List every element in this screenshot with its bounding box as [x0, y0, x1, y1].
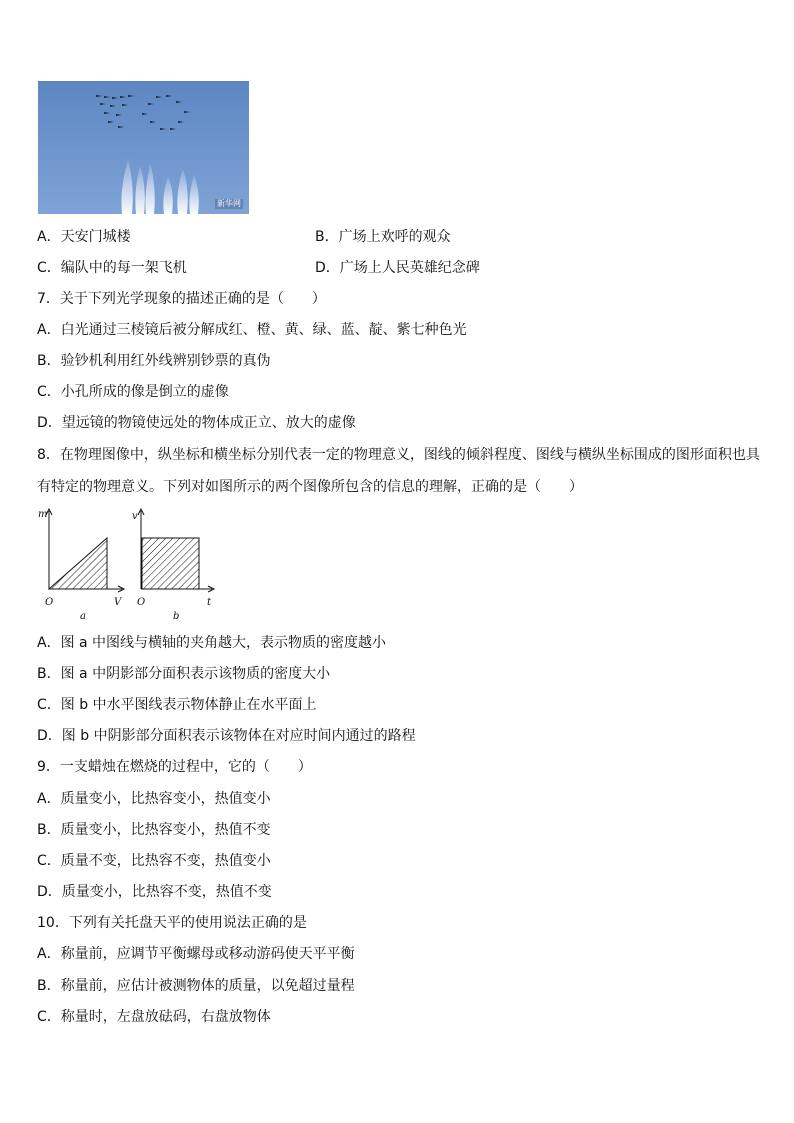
graph-a: [38, 509, 124, 622]
graph-a-caption: a: [80, 611, 86, 622]
q7-option-b: B．验钞机利用红外线辨别钞票的真伪: [37, 353, 271, 369]
q10-option-b: B．称量前，应估计被测物体的质量，以免超过量程: [37, 978, 355, 994]
aircraft-formation-image: [38, 81, 249, 214]
graph-a-shaded-triangle: [49, 538, 107, 589]
graph-a-x-label: V: [114, 597, 122, 608]
q9-option-b: B．质量变小，比热容变小，热值不变: [37, 822, 271, 838]
q8-option-a: A．图 a 中图线与横轴的夹角越大，表示物质的密度越小: [37, 635, 387, 651]
image-watermark: 新华网: [217, 199, 241, 208]
graph-b-y-label: v: [132, 511, 138, 522]
q6-option-d: D．广场上人民英雄纪念碑: [315, 260, 480, 276]
q8-option-d: D．图 b 中阴影部分面积表示该物体在对应时间内通过的路程: [37, 728, 416, 744]
graph-a-y-label: m: [38, 509, 48, 520]
q8-option-b: B．图 a 中阴影部分面积表示该物质的密度大小: [37, 666, 331, 682]
q7-option-a: A．白光通过三棱镜后被分解成红、橙、黄、绿、蓝、靛、紫七种色光: [37, 322, 467, 338]
graph-b: [132, 509, 214, 622]
q9-option-a: A．质量变小，比热容变小，热值变小: [37, 791, 271, 807]
airshow-photo: [38, 81, 249, 214]
q8-stem-line1: 8．在物理图像中，纵坐标和横坐标分别代表一定的物理意义，图线的倾斜程度、图线与横纵坐标围成的图形面积也具: [37, 447, 760, 463]
q9-option-d: D．质量变小，比热容不变，热值不变: [37, 884, 272, 900]
q10-option-a: A．称量前，应调节平衡螺母或移动游码使天平平衡: [37, 946, 355, 962]
q10-option-c: C．称量时，左盘放砝码，右盘放物体: [37, 1009, 271, 1025]
q8-stem-line2: 有特定的物理意义。下列对如图所示的两个图像所包含的信息的理解，正确的是（ ）: [37, 479, 583, 495]
q7-option-c: C．小孔所成的像是倒立的虚像: [37, 384, 229, 400]
q9-option-c: C．质量不变，比热容不变，热值变小: [37, 853, 271, 869]
graph-b-x-label: t: [207, 597, 212, 608]
q8-option-c: C．图 b 中水平图线表示物体静止在水平面上: [37, 697, 317, 713]
q6-option-a: A．天安门城楼: [37, 229, 131, 245]
graph-b-shaded-rectangle: [142, 538, 199, 589]
q7-stem: 7．关于下列光学现象的描述正确的是（ ）: [37, 291, 326, 307]
q6-option-c: C．编队中的每一架飞机: [37, 260, 187, 276]
q9-stem: 9．一支蜡烛在燃烧的过程中，它的（ ）: [37, 759, 312, 775]
q6-option-b: B．广场上欢呼的观众: [315, 229, 451, 245]
graph-a-origin: O: [45, 597, 54, 608]
q10-stem: 10．下列有关托盘天平的使用说法正确的是: [37, 915, 307, 931]
q8-graphs: [36, 505, 226, 623]
graph-b-caption: b: [173, 611, 180, 622]
q7-option-d: D．望远镜的物镜使远处的物体成正立、放大的虚像: [37, 415, 356, 431]
graph-b-origin: O: [137, 597, 146, 608]
